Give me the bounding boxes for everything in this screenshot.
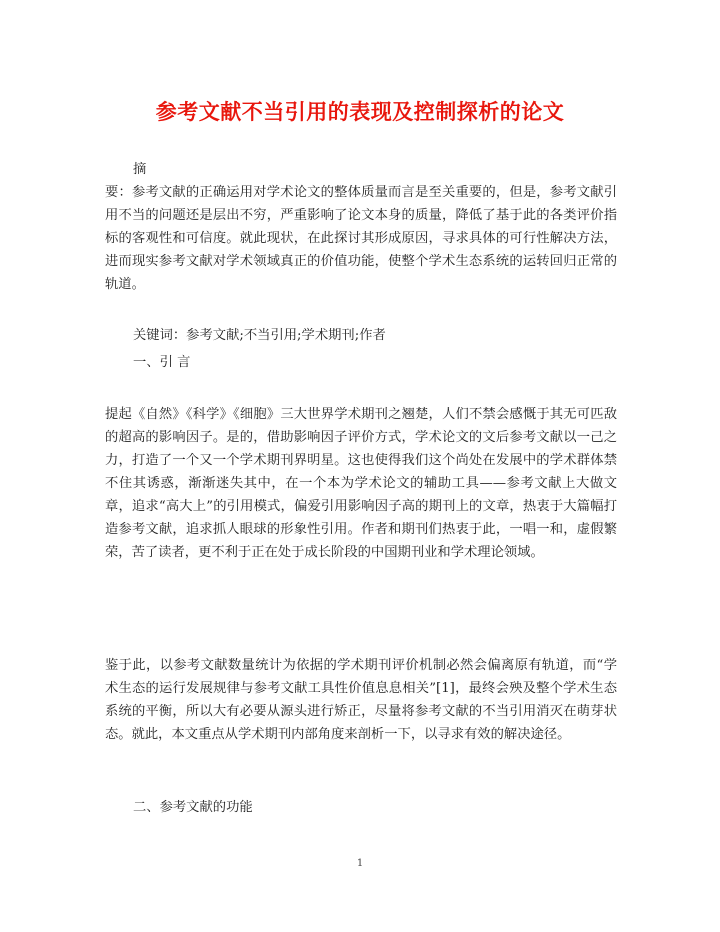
section-heading-functions: 二、参考文献的功能	[133, 800, 253, 815]
abstract-heading: 摘	[133, 162, 147, 177]
page-number: 1	[356, 858, 364, 869]
keywords: 关键词：参考文献;不当引用;学术期刊;作者	[133, 328, 386, 343]
paragraph-assessment: 鉴于此，以参考文献数量统计为依据的学术期刊评价机制必然会偏离原有轨道，而“学术生态的运行发展规律与参考文献工具性价值息息相关”[1]，最终会殃及整个学术生态系统的平衡，所以大有必要从源头进行矫正，尽量将参考文献的不当引用消灭在萌芽状态。就此，本文重点从学术期刊内部角度来剖析一下，以寻求有效的解决途径。	[105, 658, 617, 742]
page-title: 参考文献不当引用的表现及控制探析的论文	[155, 99, 565, 124]
abstract-body: 要：参考文献的正确运用对学术论文的整体质量而言是至关重要的，但是，参考文献引用不当的问题还是层出不穷，严重影响了论文本身的质量，降低了基于此的各类评价指标的客观性和可信度。就此现状，在此探讨其形成原因，寻求具体的可行性解决方法，进而现实参考文献对学术领域真正的价值功能，使整个学术生态系统的运转回归正常的轨道。	[105, 185, 617, 292]
section-heading-introduction: 一、引 言	[133, 355, 191, 370]
paragraph-introduction: 提起《自然》《科学》《细胞》三大世界学术期刊之翘楚，人们不禁会感慨于其无可匹敌的超高的影响因子。是的，借助影响因子评价方式，学术论文的文后参考文献以一己之力，打造了一个又一个学术期刊界明星。这也使得我们这个尚处在发展中的学术群体禁不住其诱惑，渐渐迷失其中，在一个本为学术论文的辅助工具——参考文献上大做文章，追求“高大上”的引用模式，偏爱引用影响因子高的期刊上的文章，热衷于大篇幅打造参考文献，追求抓人眼球的形象性引用。作者和期刊们热衷于此，一唱一和，虚假繁荣，苦了读者，更不利于正在处于成长阶段的中国期刊业和学术理论领域。	[105, 407, 617, 560]
